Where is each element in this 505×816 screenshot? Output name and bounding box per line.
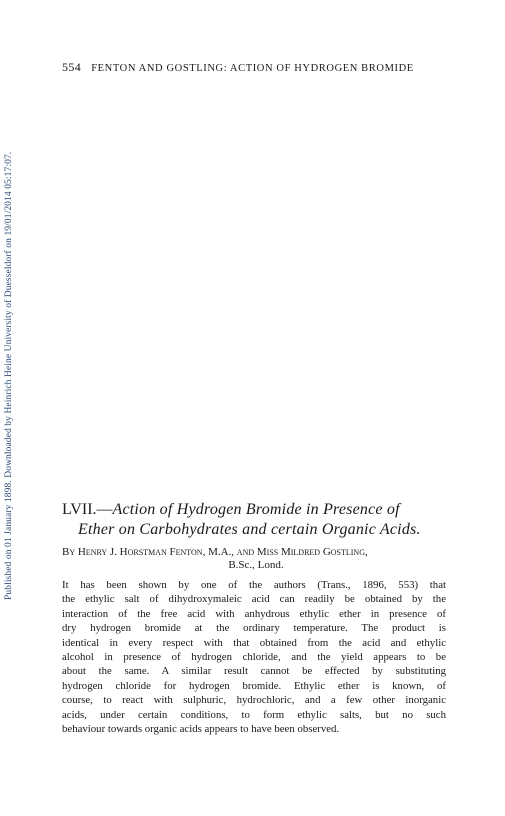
paragraph-line: course, to react with sulphuric, hydrochloric, and a few other inorganic xyxy=(62,694,446,707)
title-text-1: Action of Hydrogen Bromide in Presence of xyxy=(112,501,400,518)
byline-degree: B.Sc., Lond. xyxy=(228,559,284,571)
paragraph-line: behaviour towards organic acids appears to have been observed. xyxy=(62,723,340,736)
running-head-title: FENTON AND GOSTLING: ACTION OF HYDROGEN BROMIDE xyxy=(91,63,414,74)
paragraph-line: alcohol in presence of hydrogen chloride, and the yield appears to be xyxy=(62,651,446,664)
byline xyxy=(62,546,450,572)
paragraph-line: about the same. A similar result cannot be effected by substituting xyxy=(62,665,446,678)
title-text-2: Ether on Carbohydrates and certain Organic Acids. xyxy=(78,521,421,538)
title-line-2 xyxy=(62,520,462,540)
download-notice xyxy=(4,40,18,600)
paragraph-line: dry hydrogen bromide at the ordinary temperature. The product is xyxy=(62,622,446,635)
paragraph-line: interaction of the free acid with anhydrous ethylic ether in presence of xyxy=(62,607,446,620)
body-paragraph xyxy=(62,578,446,736)
page-number: 554 xyxy=(62,60,82,74)
paragraph-line: It has been shown by one of the authors (Trans., 1896, 553) that xyxy=(62,579,446,591)
paragraph-line: hydrogen chloride for hydrogen bromide. Ethylic ether is known, of xyxy=(62,679,446,692)
paragraph-line: acids, under certain conditions, to form ethylic salts, but no such xyxy=(62,708,446,721)
paragraph-line: identical in every respect with that obtained from the acid and ethylic xyxy=(62,636,446,649)
running-head xyxy=(62,60,482,75)
title-line-1: LVII.—Action of Hydrogen Bromide in Presence of xyxy=(62,501,400,518)
article-number: LVII. xyxy=(62,501,97,518)
download-notice-text: Published on 01 January 1898. Downloaded by Heinrich Heine University of Duesseldorf on 19/01/2014 05:17:07. xyxy=(4,151,14,600)
paragraph-line: the ethylic salt of dihydroxymaleic acid can readily be obtained by the xyxy=(62,593,446,606)
byline-authors: By Henry J. Horstman Fenton, M.A., and Miss Mildred Gostling, xyxy=(62,546,368,558)
article-title xyxy=(62,500,462,540)
